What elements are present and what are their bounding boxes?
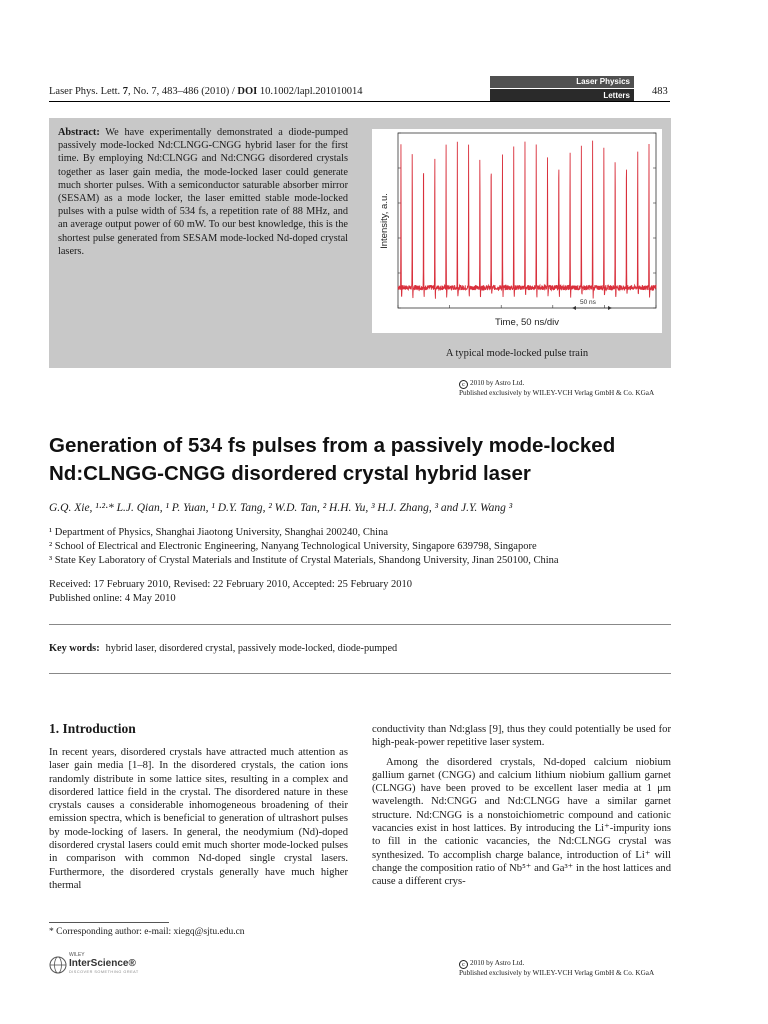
scale-bar-arrow-left xyxy=(572,306,576,310)
section-heading-introduction: 1. Introduction xyxy=(49,721,136,736)
pulse-train-chart xyxy=(372,129,662,333)
doi[interactable]: 10.1002/lapl.201010014 xyxy=(257,86,363,97)
citation-rest: , No. 7, 483–486 (2010) / xyxy=(128,86,238,97)
keywords xyxy=(49,643,671,654)
publisher-logo xyxy=(49,952,159,978)
globe-icon xyxy=(49,956,67,974)
figure-caption: A typical mode-locked pulse train xyxy=(445,348,589,359)
intro-paragraph-2: conductivity than Nd:glass [9], thus they could potentially be used for high-peak-power repetitive laser system. xyxy=(372,724,671,749)
copyright-notice-bottom xyxy=(459,959,654,979)
copyright-icon: c xyxy=(459,380,468,389)
scale-bar-arrow-right xyxy=(608,306,612,310)
running-head xyxy=(49,86,363,97)
publisher-logo-tagline: DISCOVER SOMETHING GREAT xyxy=(69,970,139,974)
paper-title: Generation of 534 fs pulses from a passively mode-locked Nd:CLNGG-CNGG disordered crystal hybrid laser xyxy=(49,434,616,485)
intro-paragraph-1: In recent years, disordered crystals have attracted much attention as laser gain media [1–8]. In the disordered crystals, the cation ions randomly distribute in some lattice sites, resulting in a complex and disordered lattice field in the crystal. The disordered nature in these crystals causes a considerable inhomogeneous broadening of their emission spectra, which is beneficial to generation of ultrashort pulses by mode-locking of lasers. In general, the neodymium (Nd)-doped disordered crystal lasers could emit much shorter mode-locked pulses in comparison with common Nd-doped single crystal lasers. Furthermore, the disordered crystals generally have much higher thermal xyxy=(49,747,348,891)
pulse-series-line xyxy=(398,141,656,299)
journal-badge xyxy=(490,76,634,102)
affiliation-2: ² School of Electrical and Electronic Engineering, Nanyang Technological University, Singapore 639798, Singapore xyxy=(49,541,537,552)
copyright-icon: c xyxy=(459,960,468,969)
axis-ticks xyxy=(398,133,656,308)
abstract-body: We have experimentally demonstrated a diode-pumped passively mode-locked Nd:CLNGG-CNGG hybrid laser for the first time. By employing Nd:CLNGG and Nd:CNGG disordered crystals together as laser gain media, the mode-locked laser could generate much shorter pulses. With a semiconductor saturable absorber mirror (SESAM) as a mode locker, the laser emitted stable mode-locked pulses with a pulse width of 534 fs, a repetition rate of 88 MHz, and an average output power of 60 mW. To our best knowledge, this is the shortest pulse generated from SESAM mode-locked Nd-doped crystal lasers. xyxy=(58,127,348,257)
journal-badge-bottom: Letters xyxy=(490,88,634,102)
page-number: 483 xyxy=(652,86,668,97)
plot-frame xyxy=(398,133,656,308)
keywords-text: hybrid laser, disordered crystal, passively mode-locked, diode-pumped xyxy=(105,643,398,654)
footnote-rule xyxy=(49,922,169,923)
affiliation-1: ¹ Department of Physics, Shanghai Jiaotong University, Shanghai 200240, China xyxy=(49,527,389,538)
article-dates xyxy=(49,578,729,605)
scale-bar-label: 50 ns xyxy=(580,299,596,306)
corresponding-author-footnote: * Corresponding author: e-mail: xiegq@sjtu.edu.cn xyxy=(49,927,245,937)
y-axis-label: Intensity, a.u. xyxy=(379,193,390,249)
copyright-notice-top xyxy=(459,379,654,399)
copyright-line-2: Published exclusively by WILEY-VCH Verlag GmbH & Co. KGaA xyxy=(459,389,655,397)
journal-badge-top: Laser Physics xyxy=(490,76,634,88)
keywords-label: Key words: xyxy=(49,643,100,654)
affiliation-3: ³ State Key Laboratory of Crystal Materials and Institute of Crystal Materials, Shandong University, Jinan 250100, China xyxy=(49,555,559,566)
body-column-left xyxy=(49,746,348,892)
received-dates: Received: 17 February 2010, Revised: 22 February 2010, Accepted: 25 February 2010 xyxy=(49,579,413,590)
abstract-label: Abstract: xyxy=(58,127,100,138)
publisher-logo-small: WILEY xyxy=(69,952,85,958)
copyright-line-1: 2010 by Astro Ltd. xyxy=(470,959,525,967)
affiliations xyxy=(49,526,729,568)
copyright-line-2: Published exclusively by WILEY-VCH Verlag GmbH & Co. KGaA xyxy=(459,969,655,977)
author-list: G.Q. Xie, ¹·²·* L.J. Qian, ¹ P. Yuan, ¹ D.Y. Tang, ² W.D. Tan, ² H.H. Yu, ³ H.J. Zhang, ³ and J.Y. Wang ³ xyxy=(49,502,513,514)
volume: 7 xyxy=(122,86,129,97)
rule-below-keywords xyxy=(49,673,671,674)
abstract xyxy=(58,126,348,258)
copyright-line-1: 2010 by Astro Ltd. xyxy=(470,379,525,387)
intro-paragraph-3: Among the disordered crystals, Nd-doped calcium niobium gallium garnet (CNGG) and calcium lithium niobium gallium garnet (CLNGG) have been proved to be excellent laser media at 1 μm wavelength. Nd:CNGG and Nd:CLNGG have a similar garnet structure. Nd:CNGG is a nonstoichiometric compound and cationic vacancies exist in host lattices. By introducing the Li⁺-impurity ions to fill in the cationic vacancies, the Nd:CLNGG crystal was synthesized. To accomplish charge balance, introduction of Li⁺ will change the composition ratio of Nb⁵⁺ and Ga³⁺ in the host lattices and cause a different crys- xyxy=(372,756,671,888)
header-rule xyxy=(49,101,670,102)
x-axis-label: Time, 50 ns/div xyxy=(494,317,560,328)
pulse-train-figure xyxy=(372,129,662,333)
citation-prefix: Laser Phys. Lett. xyxy=(49,86,123,97)
publisher-logo-name: InterScience® xyxy=(69,958,136,969)
abstract-box xyxy=(49,118,671,368)
body-column-right xyxy=(372,723,671,889)
published-date: Published online: 4 May 2010 xyxy=(49,592,176,604)
doi-label: DOI xyxy=(237,86,258,97)
rule-above-keywords xyxy=(49,624,671,625)
